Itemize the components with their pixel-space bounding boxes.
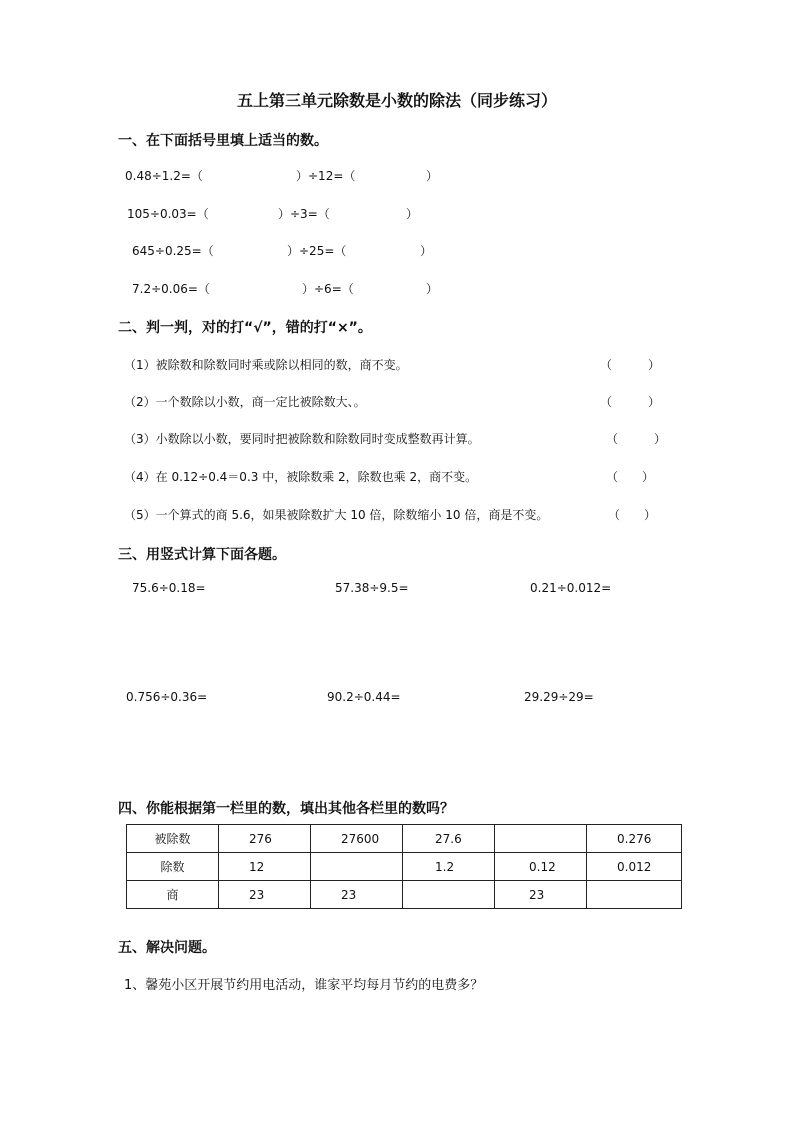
table-cell[interactable]: 0.012 (587, 853, 682, 881)
table-cell[interactable]: 23 (219, 881, 311, 909)
judge-item-3: （3）小数除以小数，要同时把被除数和除数同时变成整数再计算。 (124, 432, 480, 446)
fill-row-1-mid: ）÷12=（ (296, 169, 356, 183)
calc-1-2: 57.38÷9.5= (335, 581, 409, 595)
fill-row-4-left: 7.2÷0.06=（ (132, 282, 210, 296)
fill-row-3-left: 645÷0.25=（ (132, 244, 214, 258)
section-2-heading: 二、判一判，对的打“√”，错的打“×”。 (118, 320, 372, 336)
calc-2-3: 29.29÷29= (524, 690, 594, 704)
calc-1-1: 75.6÷0.18= (132, 581, 206, 595)
table-cell[interactable]: 27600 (311, 825, 403, 853)
table-cell: 被除数 (127, 825, 219, 853)
fill-row-1-left: 0.48÷1.2=（ (125, 169, 203, 183)
judge-answer-3: （ ） (606, 432, 667, 446)
judge-answer-4: （ ） (606, 470, 655, 484)
fill-row-4-right: ） (426, 282, 439, 296)
division-table (126, 824, 682, 909)
table-row (127, 881, 682, 909)
fill-row-3-right: ） (420, 244, 433, 258)
table-cell[interactable] (587, 881, 682, 909)
table-cell[interactable] (495, 825, 587, 853)
judge-answer-2: （ ） (600, 395, 661, 409)
fill-row-3-mid: ）÷25=（ (287, 244, 347, 258)
judge-answer-1: （ ） (600, 358, 661, 372)
table-cell: 商 (127, 881, 219, 909)
table-cell[interactable]: 276 (219, 825, 311, 853)
judge-item-1: （1）被除数和除数同时乘或除以相同的数，商不变。 (124, 358, 408, 372)
table-cell[interactable]: 12 (219, 853, 311, 881)
judge-item-5: （5）一个算式的商 5.6，如果被除数扩大 10 倍，除数缩小 10 倍，商是不变。 (124, 508, 549, 522)
section-1-heading: 一、在下面括号里填上适当的数。 (118, 133, 328, 149)
table-cell[interactable]: 1.2 (403, 853, 495, 881)
calc-1-3: 0.21÷0.012= (530, 581, 612, 595)
table-cell[interactable]: 23 (311, 881, 403, 909)
fill-row-1-right: ） (426, 169, 439, 183)
table-cell[interactable] (403, 881, 495, 909)
table-cell[interactable] (311, 853, 403, 881)
judge-answer-5: （ ） (608, 508, 657, 522)
fill-row-4-mid: ）÷6=（ (302, 282, 354, 296)
problem-1: 1、馨苑小区开展节约用电活动，谁家平均每月节约的电费多？ (124, 978, 484, 993)
calc-2-2: 90.2÷0.44= (327, 690, 401, 704)
table-cell[interactable]: 23 (495, 881, 587, 909)
table-cell[interactable]: 0.276 (587, 825, 682, 853)
table-cell[interactable]: 0.12 (495, 853, 587, 881)
fill-row-2-mid: ）÷3=（ (278, 207, 330, 221)
judge-item-2: （2）一个数除以小数，商一定比被除数大、。 (124, 395, 366, 409)
judge-item-4: （4）在 0.12÷0.4＝0.3 中，被除数乘 2，除数也乘 2，商不变。 (124, 470, 478, 484)
table-cell[interactable]: 27.6 (403, 825, 495, 853)
section-4-heading: 四、你能根据第一栏里的数，填出其他各栏里的数吗？ (118, 801, 454, 817)
fill-row-2-right: ） (406, 207, 419, 221)
section-3-heading: 三、用竖式计算下面各题。 (118, 547, 286, 563)
table-cell: 除数 (127, 853, 219, 881)
fill-row-2-left: 105÷0.03=（ (127, 207, 209, 221)
section-5-heading: 五、解决问题。 (118, 940, 216, 956)
table-row (127, 825, 682, 853)
page-title: 五上第三单元除数是小数的除法（同步练习） (236, 91, 557, 110)
table-row (127, 853, 682, 881)
calc-2-1: 0.756÷0.36= (126, 690, 208, 704)
